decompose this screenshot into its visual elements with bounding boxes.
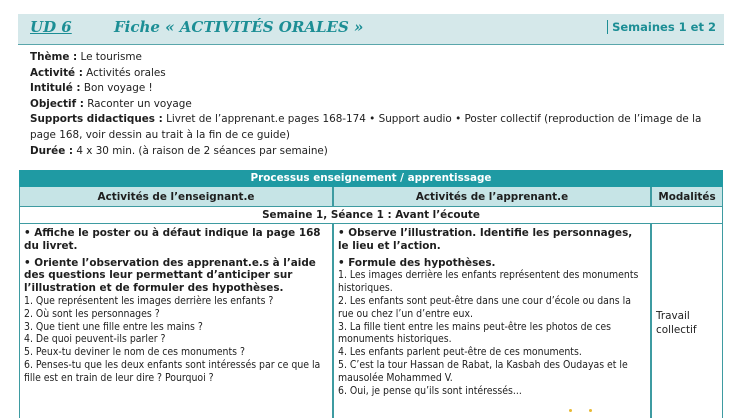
unit-label: UD 6 xyxy=(30,18,72,36)
weeks-label: Semaines 1 et 2 xyxy=(607,20,716,34)
question-2: 2. Où sont les personnages ? xyxy=(24,307,160,320)
question-1: 1. Que représentent les images derrière les enfants ? xyxy=(24,294,274,307)
learner-step-1: • Observe l’illustration. Identifie les personnages, le lieu et l’action. xyxy=(338,227,633,252)
supports-row: Supports didactiques : Livret de l’apprenant.e pages 168-174 • Support audio • Poster collectif (reproduction de l’image de la page 168, voir dessin au trait à la fin de ce guide) xyxy=(30,113,702,141)
process-table xyxy=(19,170,723,418)
col-learner-header: Activités de l’apprenant.e xyxy=(333,187,651,207)
question-3: 3. Que tient une fille entre les mains ? xyxy=(24,320,203,333)
question-5: 5. Peux-tu deviner le nom de ces monuments ? xyxy=(24,346,245,359)
col-mode-header: Modalités xyxy=(651,187,723,207)
answer-1: 1. Les images derrière les enfants représentent des monuments historiques. xyxy=(338,269,639,295)
learner-activities xyxy=(333,224,651,418)
decorative-dot xyxy=(589,409,592,412)
decorative-dot xyxy=(569,409,572,412)
learner-step-2: • Formule des hypothèses. xyxy=(338,256,496,269)
answer-6: 6. Oui, je pense qu’ils sont intéressés... xyxy=(338,384,522,397)
title-row: Intitulé : Bon voyage ! xyxy=(30,82,153,95)
duration-row: Durée : 4 x 30 min. (à raison de 2 séances par semaine) xyxy=(30,144,328,157)
column-headers xyxy=(19,187,723,207)
answer-5: 5. C’est la tour Hassan de Rabat, la Kasbah des Oudayas et le mausolée Mohammed V. xyxy=(338,358,628,384)
mode-cell xyxy=(651,224,723,418)
answer-3: 3. La fille tient entre les mains peut-être les photos de ces monuments historiques. xyxy=(338,320,612,346)
mode-label: Travail collectif xyxy=(656,310,697,336)
answer-4: 4. Les enfants parlent peut-être de ces monuments. xyxy=(338,346,582,359)
question-6: 6. Penses-tu que les deux enfants sont intéressés par ce que la fille est en train de leur dire ? Pourquoi ? xyxy=(24,358,321,384)
header-banner xyxy=(18,14,724,45)
session-title: Semaine 1, Séance 1 : Avant l’écoute xyxy=(19,207,723,224)
teacher-step-1: • Affiche le poster ou à défaut indique la page 168 du livret. xyxy=(24,227,321,252)
teacher-activities xyxy=(19,224,333,418)
process-title: Processus enseignement / apprentissage xyxy=(19,170,723,187)
question-4: 4. De quoi peuvent-ils parler ? xyxy=(24,333,166,346)
info-block xyxy=(30,50,710,159)
activity-row: Activité : Activités orales xyxy=(30,66,166,79)
teacher-step-2: • Oriente l’observation des apprenant.e.s à l’aide des questions leur permettant d’anticiper sur l’illustration et de formuler des hypothèses. xyxy=(24,256,316,295)
col-teacher-header: Activités de l’enseignant.e xyxy=(19,187,333,207)
sheet-title: Fiche « ACTIVITÉS ORALES » xyxy=(114,18,364,36)
objective-row: Objectif : Raconter un voyage xyxy=(30,97,192,110)
answer-2: 2. Les enfants sont peut-être dans une cour d’école ou dans la rue ou chez l’un d’entre eux. xyxy=(338,294,631,320)
session-body xyxy=(19,224,723,418)
theme-row: Thème : Le tourisme xyxy=(30,51,142,63)
